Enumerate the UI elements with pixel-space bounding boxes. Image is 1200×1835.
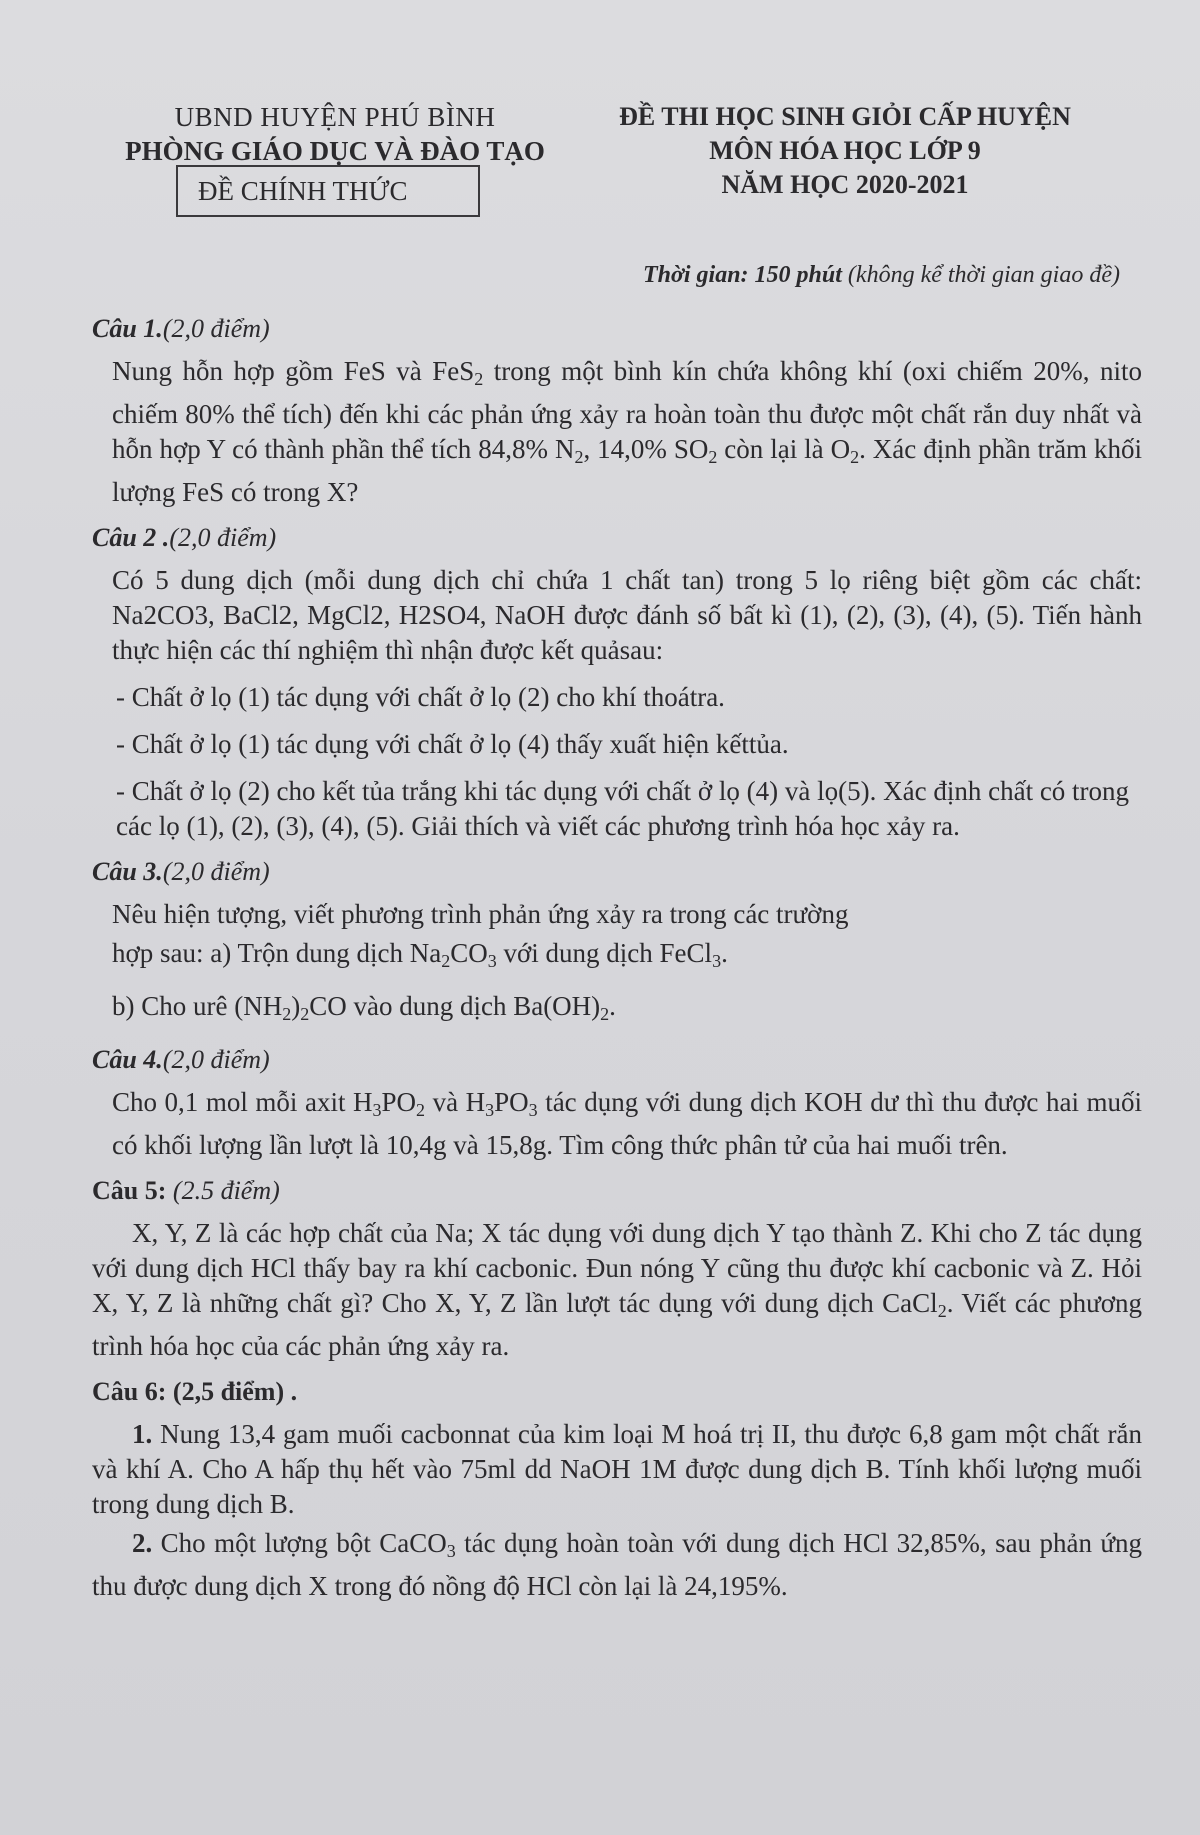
question-5-title: Câu 5: (2.5 điểm): [92, 1176, 280, 1205]
question-1-title: Câu 1.(2,0 điểm): [92, 314, 270, 343]
question-4-text: Cho 0,1 mol mỗi axit $H_3PO_2$ và $H_3PO_3$ tác dụng với dung dịch KOH dư thì thu được hai muối có khối lượng lần lượt là 10,4g và 15,8g. Tìm công thức phân tử của hai muối trên.: [112, 1087, 1143, 1160]
question-5-text: X, Y, Z là các hợp chất của Na; X tác dụng với dung dịch Y tạo thành Z. Khi cho Z tác dụng với dung dịch HCl thấy bay ra khí cacbonic. Đun nóng Y cũng thu được khí cacbonic và Z. Hỏi X, Y, Z là những chất gì? Cho X, Y, Z lần lượt tác dụng với dung dịch CaCl$_2$. Viết các phương trình hóa học của các phản ứng xảy ra.: [92, 1218, 1143, 1361]
subject-title: MÔN HÓA HỌC LỚP 9: [709, 136, 981, 165]
district-name: UBND HUYỆN PHÚ BÌNH: [174, 102, 496, 132]
question-2: [92, 520, 1142, 844]
time-limit: [480, 262, 1120, 289]
question-6-part-1: 1. Nung 13,4 gam muối cacbonnat của kim loại M hoá trị II, thu được 6,8 gam một chất rắn và khí A. Cho A hấp thụ hết vào 75ml dd NaOH 1M được dung dịch B. Tính khối lượng muối trong dung dịch B.: [92, 1419, 1142, 1519]
question-2-intro: Có 5 dung dịch (mỗi dung dịch chỉ chứa 1 chất tan) trong 5 lọ riêng biệt gồm các chất: Na2CO3, BaCl2, MgCl2, H2SO4, NaOH được đánh số bất kì (1), (2), (3), (4), (5). Tiến hành thực hiện các thí nghiệm thì nhận được kết quảsau:: [112, 565, 1142, 665]
question-1: [92, 311, 1142, 510]
question-3: [92, 854, 1142, 1032]
question-4: [92, 1042, 1142, 1163]
question-5: [92, 1173, 1142, 1364]
time-note: (không kể thời gian giao đề): [847, 262, 1120, 288]
time-label: Thời gian: 150 phút: [642, 262, 842, 288]
question-6-part-2: 2. Cho một lượng bột CaCO$_3$ tác dụng hoàn toàn với dung dịch HCl 32,85%, sau phản ứng thu được dung dịch X trong đó nồng độ HCl còn lại là 24,195%.: [92, 1528, 1143, 1601]
question-6-title: Câu 6: (2,5 điểm) .: [92, 1377, 298, 1406]
question-3-line-2: hợp sau: a) Trộn dung dịch $Na_2CO_3$ với dung dịch FeCl$_3$.: [112, 938, 728, 971]
header-left: [100, 100, 570, 168]
question-2-bullet-3: - Chất ở lọ (2) cho kết tủa trắng khi tác dụng với chất ở lọ (4) và lọ(5). Xác định chất có trong các lọ (1), (2), (3), (4), (5). Giải thích và viết các phương trình hóa học xảy ra.: [116, 776, 1130, 841]
exam-title: ĐỀ THI HỌC SINH GIỎI CẤP HUYỆN: [619, 102, 1071, 131]
question-2-title: Câu 2 .(2,0 điểm): [92, 523, 277, 552]
exam-content: [92, 305, 1142, 1614]
header-right: [585, 100, 1105, 202]
question-2-bullet-2: - Chất ở lọ (1) tác dụng với chất ở lọ (4) thấy xuất hiện kếttủa.: [116, 729, 789, 759]
question-3-line-3: b) Cho urê $(NH_2)_2CO$ vào dung dịch $Ba(OH)_2$.: [112, 991, 616, 1024]
question-3-line-1: Nêu hiện tượng, viết phương trình phản ứng xảy ra trong các trường: [112, 899, 849, 929]
department-name: PHÒNG GIÁO DỤC VÀ ĐÀO TẠO: [125, 136, 545, 166]
question-2-bullet-1: - Chất ở lọ (1) tác dụng với chất ở lọ (2) cho khí thoátra.: [116, 682, 725, 712]
official-stamp-box: ĐỀ CHÍNH THỨC: [176, 165, 480, 217]
question-6: [92, 1374, 1142, 1604]
school-year: NĂM HỌC 2020-2021: [721, 170, 969, 199]
question-3-title: Câu 3.(2,0 điểm): [92, 857, 270, 886]
question-4-title: Câu 4.(2,0 điểm): [92, 1045, 270, 1074]
question-1-text: Nung hỗn hợp gồm FeS và FeS$_2$ trong một bình kín chứa không khí (oxi chiếm 20%, nito chiếm 80% thể tích) đến khi các phản ứng xảy ra hoàn toàn thu được một chất rắn duy nhất và hỗn hợp Y có thành phần thể tích 84,8% $N_2$, 14,0% $SO_2$ còn lại là $O_2$. Xác định phần trăm khối lượng FeS có trong X?: [112, 356, 1143, 507]
